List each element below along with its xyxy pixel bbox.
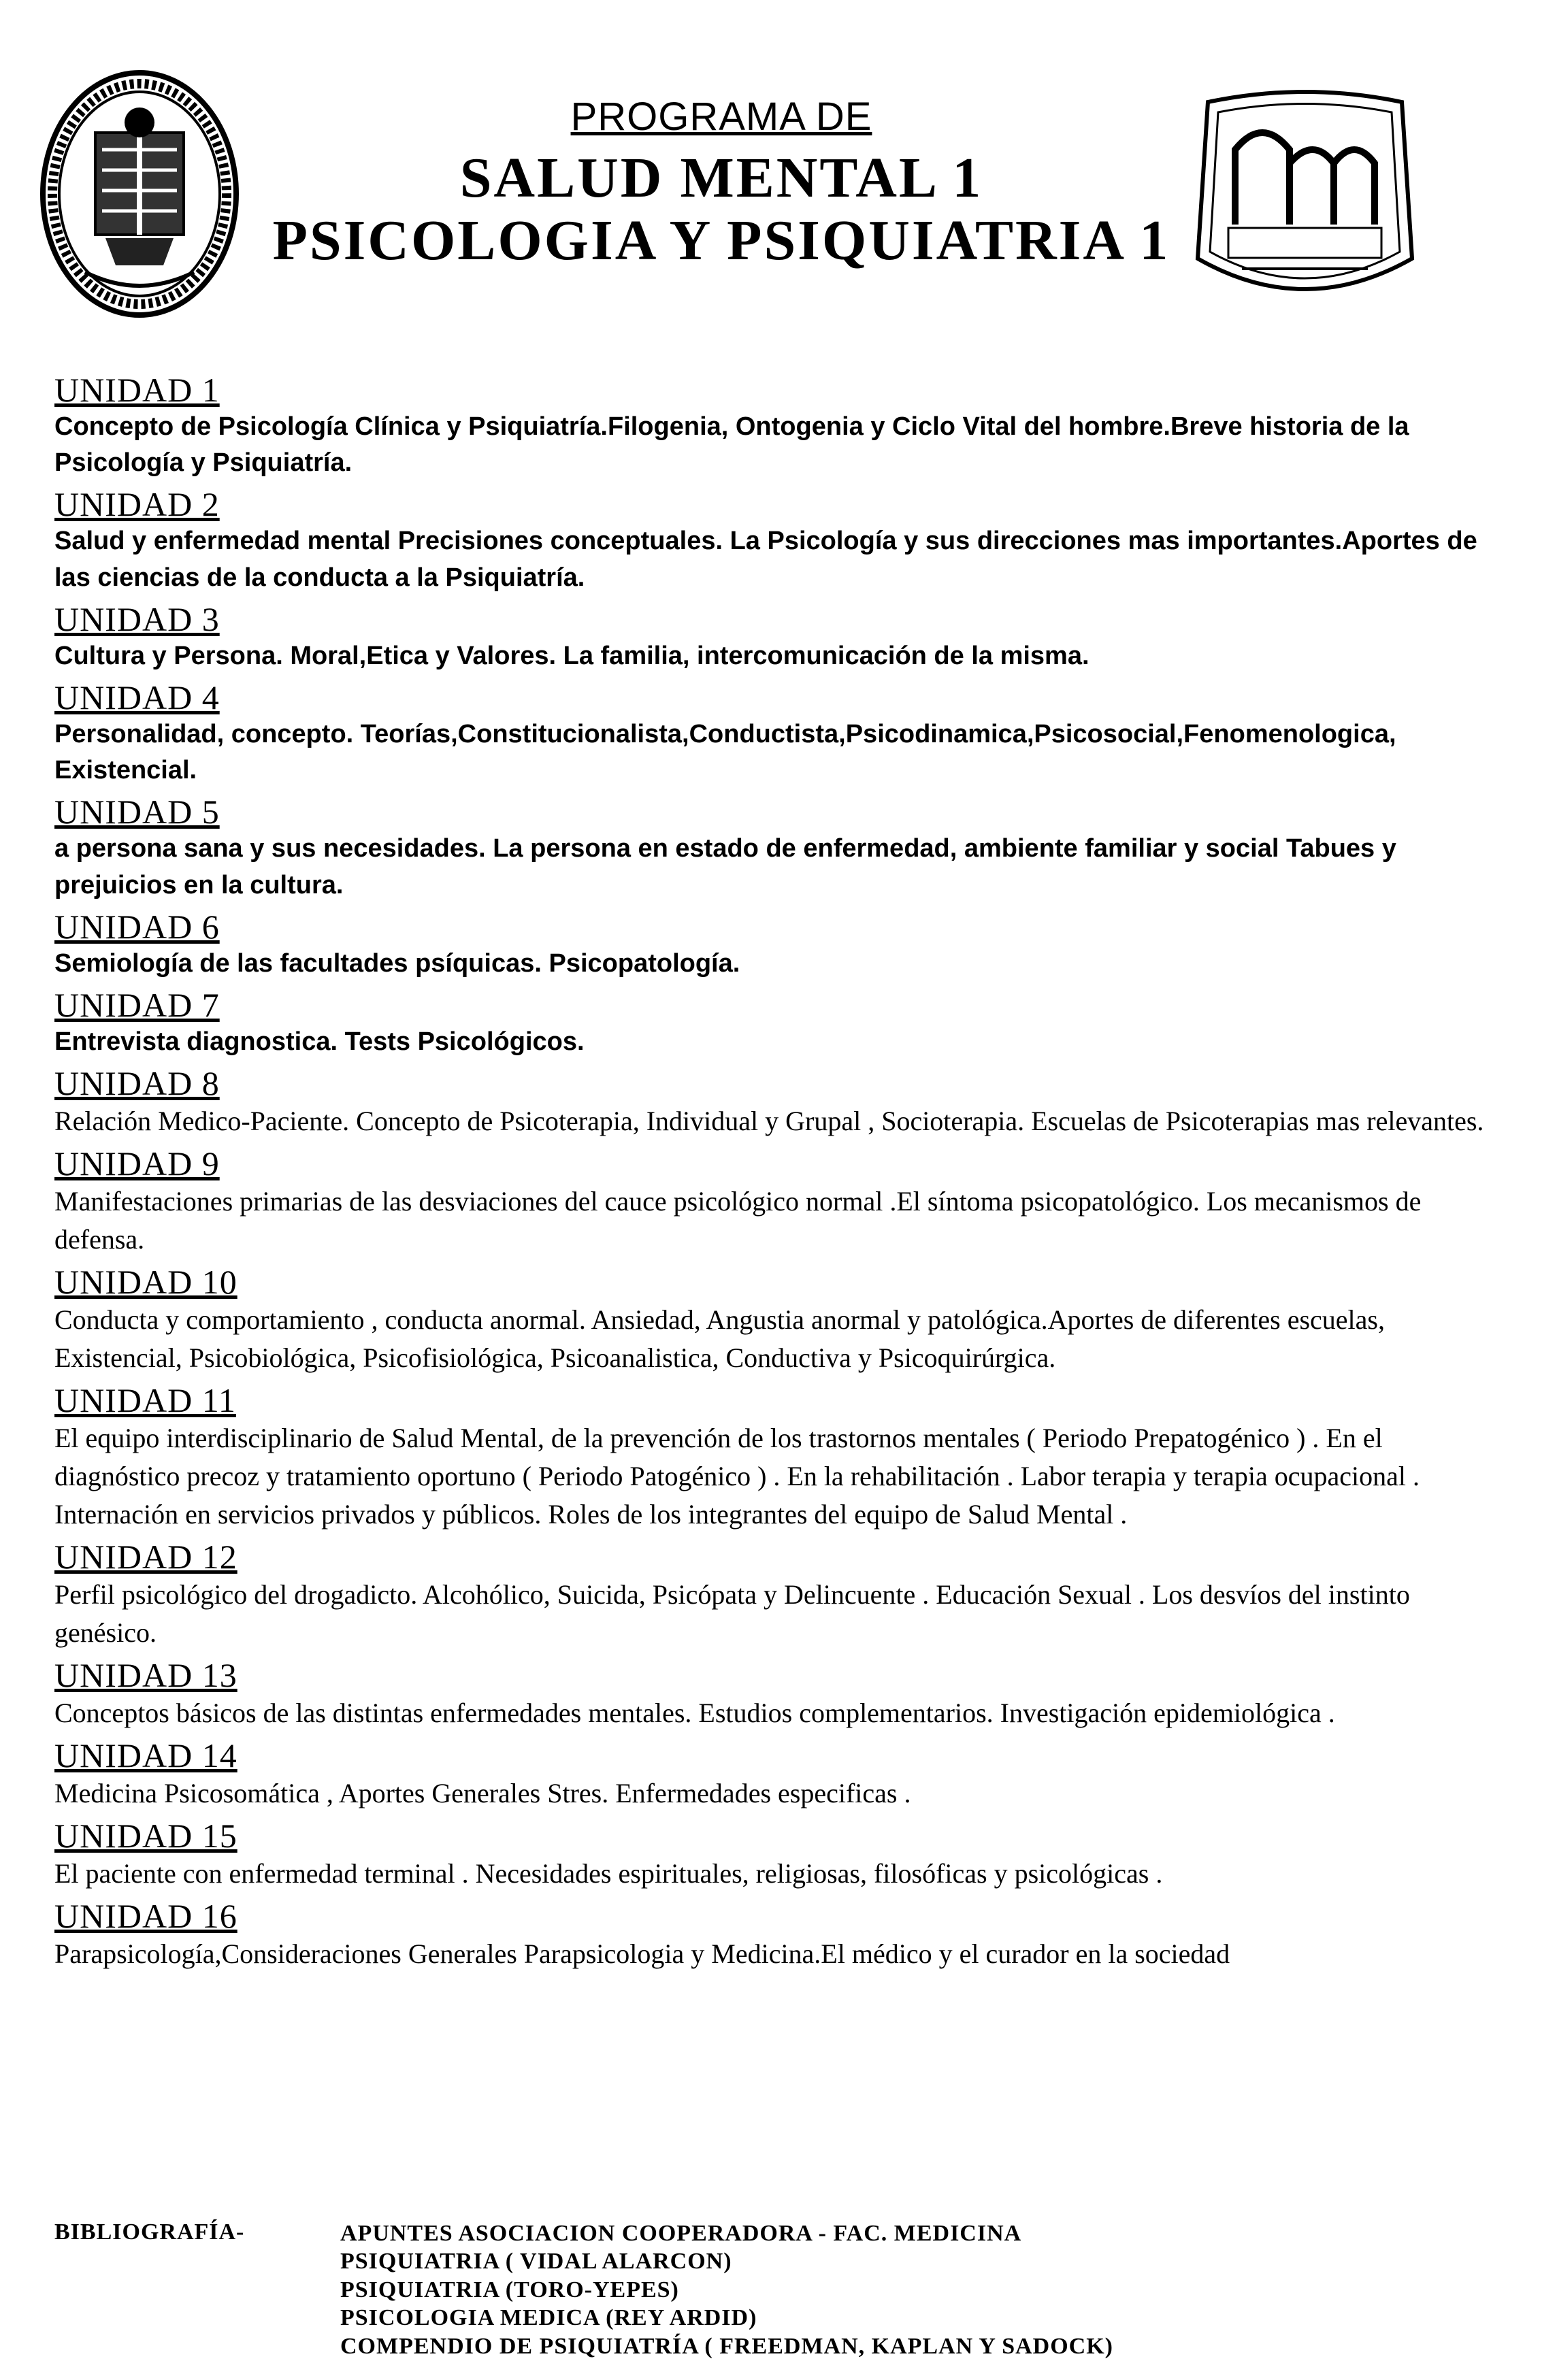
university-seal-logo bbox=[37, 68, 242, 320]
bibliography-item: PSIQUIATRIA ( VIDAL ALARCON) bbox=[340, 2249, 732, 2275]
unit-3 bbox=[54, 600, 1504, 674]
unit-description: Perfil psicológico del drogadicto. Alcohólico, Suicida, Psicópata y Delincuente . Educación Sexual . Los desvíos del instinto genésico. bbox=[54, 1579, 1410, 1649]
unit-15 bbox=[54, 1817, 1504, 1893]
unit-description: Conducta y comportamiento , conducta anormal. Ansiedad, Angustia anormal y patológica.Aportes de diferentes escuelas, Existencial, Psicobiológica, Psicofisiológica, Psicoanalistica, Conductiva y Psicoquirúrgica. bbox=[54, 1304, 1385, 1374]
unit-description: Entrevista diagnostica. Tests Psicológicos. bbox=[54, 1027, 585, 1056]
unit-description: Concepto de Psicología Clínica y Psiquiatría.Filogenia, Ontogenia y Ciclo Vital del hombre.Breve historia de la Psicología y Psiquiatría. bbox=[54, 412, 1409, 478]
unit-description: Manifestaciones primarias de las desviaciones del cauce psicológico normal .El síntoma psicopatológico. Los mecanismos de defensa. bbox=[54, 1186, 1422, 1255]
unit-4 bbox=[54, 678, 1504, 789]
unit-heading: UNIDAD 14 bbox=[54, 1736, 237, 1775]
unit-heading: UNIDAD 4 bbox=[54, 678, 220, 716]
faculty-logo bbox=[1187, 88, 1422, 313]
bibliography-label: BIBLIOGRAFÍA- bbox=[54, 2219, 245, 2245]
unit-5 bbox=[54, 793, 1504, 903]
unit-heading: UNIDAD 1 bbox=[54, 371, 220, 409]
faculty-emblem-icon bbox=[1187, 88, 1422, 313]
units-list bbox=[54, 371, 1504, 1977]
unit-heading: UNIDAD 10 bbox=[54, 1263, 237, 1302]
bibliography-item: PSIQUIATRIA (TORO-YEPES) bbox=[340, 2277, 679, 2302]
unit-8 bbox=[54, 1064, 1504, 1140]
unit-description: El equipo interdisciplinario de Salud Mental, de la prevención de los trastornos mentales ( Periodo Prepatogénico ) . En el diagnóstico precoz y tratamiento oportuno ( Periodo Patogénico ) . En la rehabilitación . Labor terapia y terapia ocupacional . Internación en servicios privados y públicos. Roles de los integrantes del equipo de Salud Mental . bbox=[54, 1423, 1420, 1530]
unit-heading: UNIDAD 11 bbox=[54, 1381, 236, 1420]
unit-heading: UNIDAD 9 bbox=[54, 1144, 220, 1183]
unit-heading: UNIDAD 3 bbox=[54, 599, 220, 638]
unit-description: Relación Medico-Paciente. Concepto de Psicoterapia, Individual y Grupal , Socioterapia. Escuelas de Psicoterapias mas relevantes. bbox=[54, 1106, 1484, 1137]
unit-heading: UNIDAD 13 bbox=[54, 1656, 237, 1695]
unit-7 bbox=[54, 986, 1504, 1060]
unit-16 bbox=[54, 1897, 1504, 1973]
unit-2 bbox=[54, 485, 1504, 595]
unit-description: El paciente con enfermedad terminal . Necesidades espirituales, religiosas, filosóficas y psicológicas . bbox=[54, 1858, 1163, 1889]
unit-description: a persona sana y sus necesidades. La persona en estado de enfermedad, ambiente familiar y social Tabues y prejuicios en la cultura. bbox=[54, 834, 1396, 899]
unit-heading: UNIDAD 7 bbox=[54, 985, 220, 1024]
bibliography-item: COMPENDIO DE PSIQUIATRÍA ( FREEDMAN, KAPLAN Y SADOCK) bbox=[340, 2333, 1113, 2359]
unit-description: Cultura y Persona. Moral,Etica y Valores. La familia, intercomunicación de la misma. bbox=[54, 641, 1089, 670]
unit-heading: UNIDAD 8 bbox=[54, 1064, 220, 1103]
title-line-2: PSICOLOGIA Y PSIQUIATRIA 1 bbox=[272, 209, 1170, 273]
unit-9 bbox=[54, 1144, 1504, 1259]
unit-description: Parapsicología,Consideraciones Generales Parapsicologia y Medicina.El médico y el curador en la sociedad bbox=[54, 1938, 1230, 1970]
program-label: PROGRAMA DE bbox=[570, 95, 872, 139]
unit-description: Semiología de las facultades psíquicas. Psicopatología. bbox=[54, 948, 740, 978]
unit-heading: UNIDAD 6 bbox=[54, 907, 220, 946]
unit-12 bbox=[54, 1538, 1504, 1652]
unit-heading: UNIDAD 12 bbox=[54, 1538, 237, 1576]
unit-heading: UNIDAD 2 bbox=[54, 485, 220, 524]
unit-heading: UNIDAD 16 bbox=[54, 1897, 237, 1936]
unit-description: Medicina Psicosomática , Aportes Generales Stres. Enfermedades especificas . bbox=[54, 1778, 911, 1809]
unit-13 bbox=[54, 1656, 1504, 1732]
unit-description: Salud y enfermedad mental Precisiones conceptuales. La Psicología y sus direcciones mas importantes.Aportes de las ciencias de la conducta a la Psiquiatría. bbox=[54, 527, 1477, 592]
bibliography-item: PSICOLOGIA MEDICA (REY ARDID) bbox=[340, 2305, 757, 2331]
unit-11 bbox=[54, 1381, 1504, 1534]
unit-10 bbox=[54, 1263, 1504, 1377]
bibliography-list bbox=[340, 2219, 1113, 2360]
unit-14 bbox=[54, 1736, 1504, 1813]
title-line-1: SALUD MENTAL 1 bbox=[459, 146, 983, 210]
seal-icon bbox=[37, 68, 242, 320]
unit-1 bbox=[54, 371, 1504, 481]
unit-6 bbox=[54, 908, 1504, 982]
unit-description: Personalidad, concepto. Teorías,Constitucionalista,Conductista,Psicodinamica,Psicosocial,Fenomenologica, Existencial. bbox=[54, 719, 1396, 785]
unit-heading: UNIDAD 15 bbox=[54, 1817, 237, 1855]
unit-description: Conceptos básicos de las distintas enfermedades mentales. Estudios complementarios. Investigación epidemiológica . bbox=[54, 1698, 1335, 1729]
bibliography-item: APUNTES ASOCIACION COOPERADORA - FAC. MEDICINA bbox=[340, 2221, 1022, 2246]
document-title-block bbox=[272, 95, 1170, 273]
unit-heading: UNIDAD 5 bbox=[54, 793, 220, 831]
